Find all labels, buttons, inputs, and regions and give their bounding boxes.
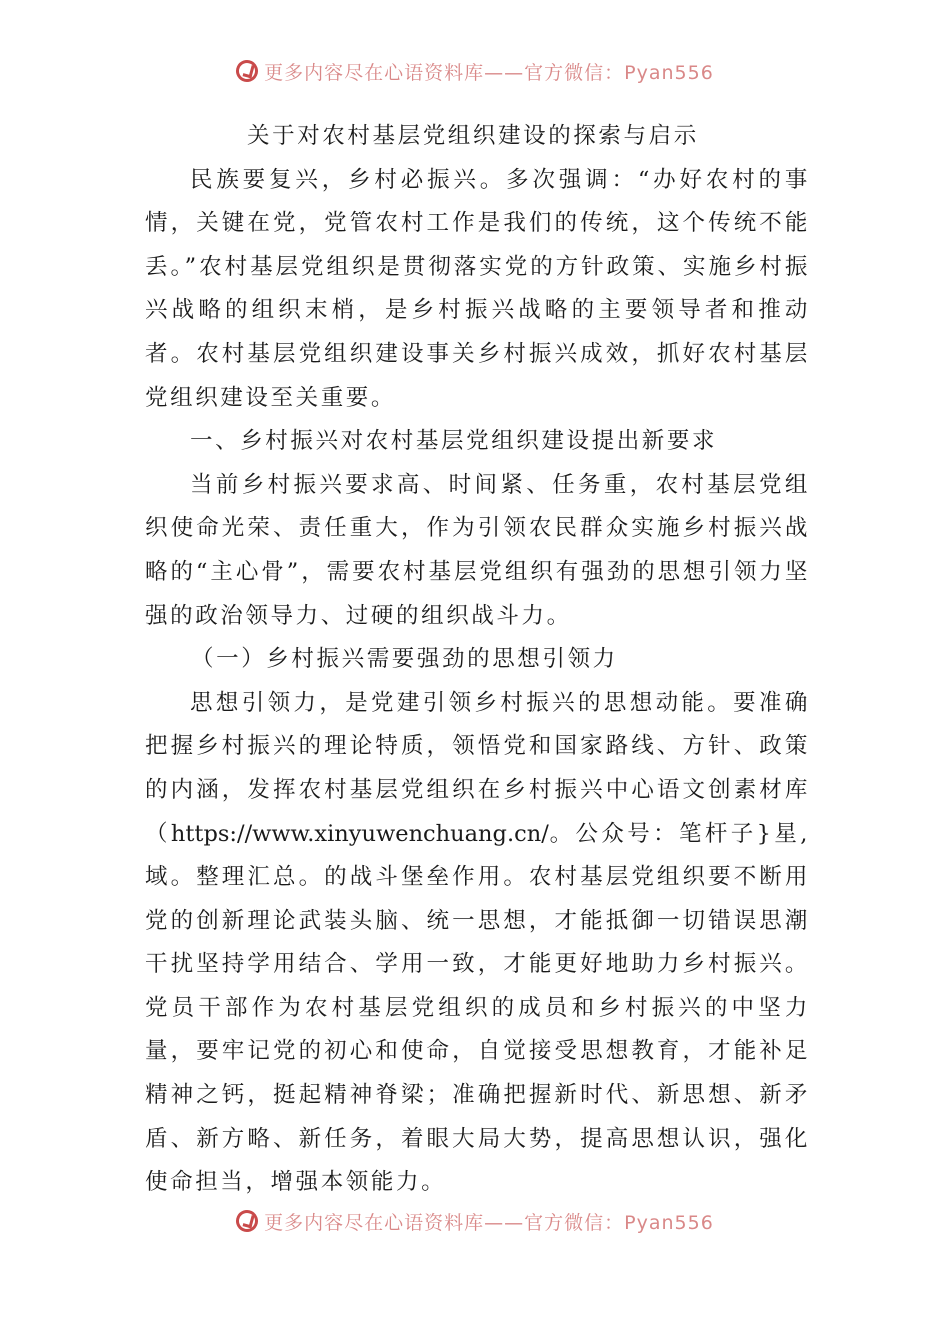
header-watermark bbox=[0, 56, 950, 86]
document-body bbox=[145, 115, 810, 1205]
subsection-heading-1: （一）乡村振兴需要强劲的思想引领力 bbox=[191, 646, 618, 673]
document-title: 关于对农村基层党组织建设的探索与启示 bbox=[247, 123, 699, 149]
paragraph-text-part-1: 思想引领力，是党建引领乡村振兴的思想动能。要准确把握乡村振兴的理论特质，领悟党和国家路线、方针、政策的内涵，发挥农村基层党组织在乡村振兴中心语文创素材库（ bbox=[145, 689, 810, 847]
header-watermark-text: 更多内容尽在心语资料库——官方微信：Pyan556 bbox=[264, 61, 714, 84]
pen-logo-icon bbox=[233, 1207, 261, 1235]
section-heading-1: 一、乡村振兴对农村基层党组织建设提出新要求 bbox=[190, 428, 718, 455]
website-url: https://www.xinyuwenchuang.cn/ bbox=[170, 820, 549, 847]
pen-logo-icon bbox=[233, 57, 261, 85]
paragraph-intro: 民族要复兴，乡村必振兴。多次强调：“办好农村的事情，关键在党，党管农村工作是我们的传统，这个传统不能丢。”农村基层党组织是贯彻落实党的方针政策、实施乡村振兴战略的组织末梢，是乡村振兴战略的主要领导者和推动者。农村基层党组织建设事关乡村振兴成效，抓好农村基层党组织建设至关重要。 bbox=[145, 166, 810, 411]
footer-watermark bbox=[0, 1206, 950, 1236]
paragraph-text-part-2: 。公众号：笔杆子}星,域。整理汇总。的战斗堡垒作用。农村基层党组织要不断用党的创新理论武装头脑、统一思想，才能抵御一切错误思潮干扰坚持学用结合、学用一致，才能更好地助力乡村振兴。党员干部作为农村基层党组织的成员和乡村振兴的中坚力量，要牢记党的初心和使命，自觉接受思想教育，才能补足精神之钙，挺起精神脊梁；准确把握新时代、新思想、新矛盾、新方略、新任务，着眼大局大势，提高思想认识，强化使命担当，增强本领能力。 bbox=[145, 820, 810, 1196]
paragraph-ideological-leadership bbox=[145, 682, 810, 1205]
footer-watermark-text: 更多内容尽在心语资料库——官方微信：Pyan556 bbox=[264, 1211, 714, 1234]
paragraph-requirements: 当前乡村振兴要求高、时间紧、任务重，农村基层党组织使命光荣、责任重大，作为引领农民群众实施乡村振兴战略的“主心骨”，需要农村基层党组织有强劲的思想引领力坚强的政治领导力、过硬的组织战斗力。 bbox=[145, 471, 810, 629]
